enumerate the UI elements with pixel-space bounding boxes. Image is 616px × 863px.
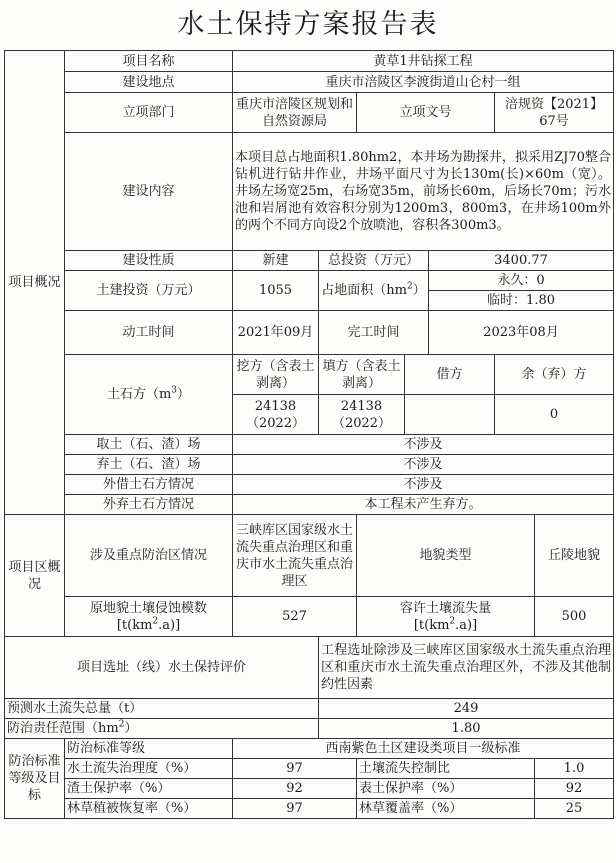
siting-label: 项目选址（线）水土保持评价 (5, 637, 319, 699)
allow-value: 500 (535, 597, 614, 637)
target-label: 渣土保护率（%） (65, 779, 233, 799)
start-label: 动工时间 (65, 311, 233, 355)
spoil-site: 不涉及 (233, 455, 614, 475)
civil-invest-label: 土建投资（万元） (65, 271, 233, 311)
loss-value: 249 (319, 699, 614, 719)
landform: 丘陵地貌 (535, 515, 614, 597)
section-targets-label: 防治标准等级及目标 (5, 739, 65, 819)
surplus-value: 0 (495, 395, 614, 435)
spoil-site-label: 弃土（石、渣）场 (65, 455, 233, 475)
location: 重庆市涪陵区李渡街道山仑村一组 (233, 72, 614, 93)
fill-label: 填方（含表土剥离） (319, 355, 405, 395)
grade-value: 西南紫色土区建设类项目一级标准 (233, 739, 614, 759)
borrow-label: 借方 (405, 355, 495, 395)
area-permanent: 永久：0 (429, 271, 614, 291)
end-label: 完工时间 (319, 311, 429, 355)
nature-label: 建设性质 (65, 251, 233, 271)
grade-label: 防治标准等级 (65, 739, 233, 759)
target-value: 97 (233, 799, 357, 819)
siting-text: 工程选址除涉及三峡库区国家级水土流失重点治理区和重庆市水土流失重点治理区外，不涉及其他制约性因素 (319, 637, 614, 699)
target-label: 林草植被恢复率（%） (65, 799, 233, 819)
borrow-site: 不涉及 (233, 435, 614, 455)
nature: 新建 (233, 251, 319, 271)
ext-spoil: 本工程未产生弃方。 (233, 495, 614, 515)
project-name-label: 项目名称 (65, 51, 233, 72)
target-value: 97 (233, 759, 357, 779)
project-name: 黄草1井钻探工程 (233, 51, 614, 72)
zone-label: 涉及重点防治区情况 (65, 515, 233, 597)
dept: 重庆市涪陵区规划和自然资源局 (233, 93, 357, 133)
dept-label: 立项部门 (65, 93, 233, 133)
total-invest-label: 总投资（万元） (319, 251, 429, 271)
scope-label: 防治责任范围$(hm^2)$ (5, 719, 319, 739)
section-overview-label: 项目概况 (5, 51, 65, 515)
area-label: 占地面积$(hm^2)$ (319, 271, 429, 311)
ext-borrow-label: 外借土石方情况 (65, 475, 233, 495)
docno: 涪规资【2021】67号 (495, 93, 614, 133)
total-invest: 3400.77 (429, 251, 614, 271)
dig-value: 24138（2022） (233, 395, 319, 435)
erosion-value: 527 (233, 597, 357, 637)
target-label: 表土保护率（%） (357, 779, 535, 799)
landform-label: 地貌类型 (357, 515, 535, 597)
allow-label: 容许土壤流失量 $[t(km^2.a)]$ (357, 597, 535, 637)
document-title: 水土保持方案报告表 (177, 9, 439, 40)
target-value: 92 (233, 779, 357, 799)
target-label: 林草覆盖率（%） (357, 799, 535, 819)
start-date: 2021年09月 (233, 311, 319, 355)
fill-value: 24138（2022） (319, 395, 405, 435)
end-date: 2023年08月 (429, 311, 614, 355)
area-temporary: 临时：1.80 (429, 291, 614, 311)
content-text: 本项目总占地面积1.80hm2，本井场为勘探井，拟采用ZJ70整合钻机进行钻井作业，井场平面尺寸为长130m(长)×60m（宽）。井场左场宽25m，右场宽35m，前场长60m，后场长70m；污水池和岩屑池有效容积分别为1200m3，800m3，在井场100m外的两个不同方向设2个放喷池，容积各300m3。 (233, 133, 614, 251)
loss-label: 预测水土流失总量（t） (5, 699, 319, 719)
target-value: 25 (535, 799, 614, 819)
target-value: 92 (535, 779, 614, 799)
report-table (4, 50, 614, 819)
target-label: 水土流失治理度（%） (65, 759, 233, 779)
civil-invest: 1055 (233, 271, 319, 311)
earthwork-label: 土石方$(m^3)$ (65, 355, 233, 435)
borrow-value (405, 395, 495, 435)
zone: 三峡库区国家级水土流失重点治理区和重庆市水土流失重点治理区 (233, 515, 357, 597)
ext-borrow: 不涉及 (233, 475, 614, 495)
target-label: 土壤流失控制比 (357, 759, 535, 779)
surplus-label: 余（弃）方 (495, 355, 614, 395)
location-label: 建设地点 (65, 72, 233, 93)
scope-value: 1.80 (319, 719, 614, 739)
erosion-label: 原地貌土壤侵蚀模数 $[t(km^2.a)]$ (65, 597, 233, 637)
ext-spoil-label: 外弃土石方情况 (65, 495, 233, 515)
target-value: 1.0 (535, 759, 614, 779)
borrow-site-label: 取土（石、渣）场 (65, 435, 233, 455)
section-region-label: 项目区概况 (5, 515, 65, 637)
docno-label: 立项文号 (357, 93, 495, 133)
content-label: 建设内容 (65, 133, 233, 251)
dig-label: 挖方（含表土剥离） (233, 355, 319, 395)
